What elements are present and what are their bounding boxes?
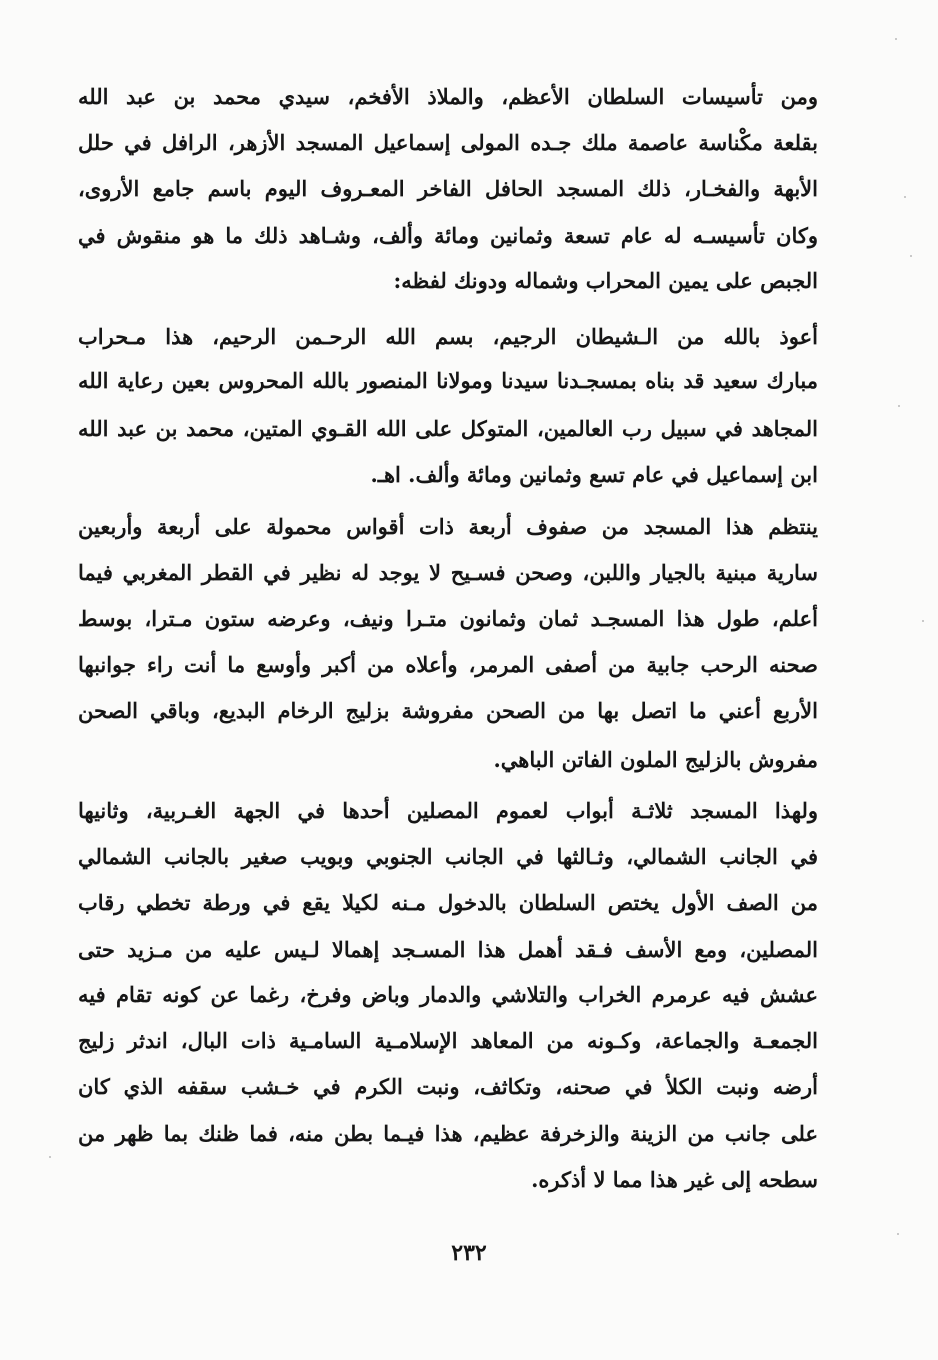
scan-speck (897, 1233, 899, 1235)
paragraph-1 (78, 74, 818, 304)
text-line: أعلم، طول هذا المسجـد ثمان وثمانون متـرا ونيف، وعرضه ستون مـترا، بوسط (78, 606, 818, 631)
text-line: سارية مبنية بالجيار واللبن، وصحن فسـيح لا يوجد له نظير في القطر المغربي فيما (78, 560, 818, 585)
text-line: الجبص على يمين المحراب وشماله ودونك لفظه: (393, 268, 818, 293)
text-line: ابن إسماعيل في عام تسع وثمانين ومائة وألف. اهـ. (370, 462, 818, 487)
text-line: ومن تأسيسات السلطان الأعظم، والملاذ الأفخم، سيدي محمد بن عبد الله (78, 84, 818, 109)
text-line: على جانب من الزينة والزخرفة عظيم، هذا فيـما بطن منه، فما ظنك بما ظهر من (78, 1121, 818, 1146)
text-line: من الصف الأول يختص السلطان بالدخول مـنه لكيلا يقع في ورطة تخطي رقاب (78, 890, 818, 915)
text-line: المجاهد في سبيل رب العالمين، المتوكل على الله القـوي المتين، محمد بن عبد الله (78, 416, 818, 441)
paragraph-4 (78, 788, 818, 1208)
text-line: الجمعـة والجماعة، وكـونه من المعاهد الإسلامـية السامـية ذات البال، اندثر زليج (78, 1028, 818, 1053)
text-line: المصلين، ومع الأسف فـقد أهمل هذا المسـجد إهمالا لـيس عليه من مـزيد حتى (78, 937, 818, 962)
paragraph-3 (78, 504, 818, 784)
text-line: صحنه الرحب جابية من أصفى المرمر، وأعلاه من أكبر وأوسع ما أنت راء جوانبها (78, 652, 818, 677)
text-line: ولهذا المسجد ثلاثـة أبواب لعموم المصلين أحدها في الجهة الغـربية، وثانيها (78, 798, 818, 823)
scan-speck (904, 196, 906, 198)
scan-speck (49, 1156, 51, 1158)
text-line: وكان تأسيسـه له عام تسعة وثمانين ومائة وألف، وشـاهد ذلك ما هو منقوش في (78, 223, 818, 248)
text-line: الأربع أعني ما اتصل بها من الصحن مفروشة بزليج الرخام البديع، وباقي الصحن (78, 698, 818, 723)
text-line: في الجانب الشمالي، وثـالثها في الجانب الجنوبي وبويب صغير بالجانب الشمالي (78, 844, 818, 869)
scan-speck (910, 255, 912, 257)
text-line: الأبهة والفخـار، ذلك المسجد الحافل الفاخر المعـروف اليوم باسم جامع الأروى، (78, 176, 818, 201)
scan-speck (898, 405, 900, 407)
text-line: ينتظم هذا المسجد من صفوف أربعة ذات أقواس محمولة على أربعة وأربعين (78, 514, 818, 539)
text-line: بقلعة مكْناسة عاصمة ملك جـده المولى إسماعيل المسجد الأزهر، الرافل في حلل (78, 130, 818, 155)
text-line: أرضه ونبت الكلأ في صحنه، وتكاثف، ونبت الكرم في خـشب سقفه الذي كان (78, 1074, 818, 1099)
text-line: أعوذ بالله من الـشيطان الرجيم، بسم الله الرحـمن الرحيم، هذا مـحراب (78, 324, 818, 349)
text-line: مفروش بالزليج الملون الفاتن الباهي. (493, 747, 818, 772)
text-line: عشش فيه عرمرم الخراب والتلاشي والدمار وباض وفرخ، رغما عن كونه تقام فيه (78, 982, 818, 1007)
text-line: مبارك سعيد قد بناه بمسجـدنا سيدنا ومولانا المنصور بالله المحروس بعين رعاية الله (78, 368, 818, 393)
scan-speck (922, 620, 924, 622)
paragraph-2 (78, 314, 818, 498)
page-number: ٢٣٢ (451, 1240, 487, 1266)
scan-speck (895, 38, 897, 40)
text-line: سطحه إلى غير هذا مما لا أذكره. (531, 1167, 818, 1192)
